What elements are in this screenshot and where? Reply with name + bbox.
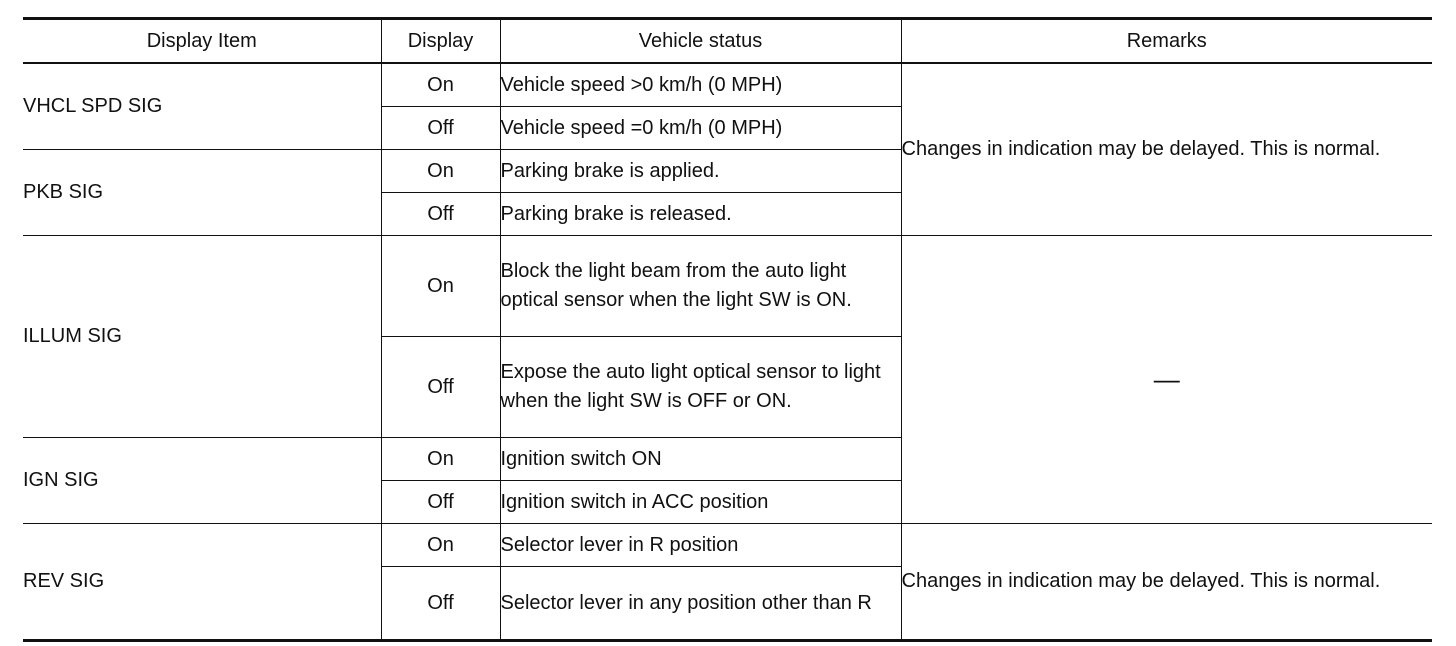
display-value: Off	[381, 193, 500, 236]
header-remarks: Remarks	[901, 19, 1432, 64]
vehicle-status: Vehicle speed =0 km/h (0 MPH)	[500, 107, 901, 150]
remark-delayed-indication: Changes in indication may be delayed. This is normal.	[901, 524, 1432, 641]
item-illum-sig: ILLUM SIG	[23, 236, 381, 438]
vehicle-status: Parking brake is applied.	[500, 150, 901, 193]
display-value: Off	[381, 107, 500, 150]
header-row	[23, 19, 1432, 64]
vehicle-status: Selector lever in R position	[500, 524, 901, 567]
table-row	[23, 236, 1432, 337]
item-ign-sig: IGN SIG	[23, 438, 381, 524]
vehicle-status: Expose the auto light optical sensor to light when the light SW is OFF or ON.	[500, 337, 901, 438]
header-display: Display	[381, 19, 500, 64]
vehicle-status: Selector lever in any position other than R	[500, 567, 901, 641]
table-row	[23, 63, 1432, 107]
display-value: On	[381, 438, 500, 481]
item-vhcl-spd-sig: VHCL SPD SIG	[23, 63, 381, 150]
item-rev-sig: REV SIG	[23, 524, 381, 641]
vehicle-status: Ignition switch in ACC position	[500, 481, 901, 524]
display-item-table	[23, 17, 1432, 642]
display-value: Off	[381, 337, 500, 438]
display-value: Off	[381, 567, 500, 641]
vehicle-status: Vehicle speed >0 km/h (0 MPH)	[500, 63, 901, 107]
display-value: On	[381, 236, 500, 337]
table-row	[23, 524, 1432, 567]
vehicle-status: Block the light beam from the auto light optical sensor when the light SW is ON.	[500, 236, 901, 337]
display-value: On	[381, 63, 500, 107]
document-page	[23, 17, 1432, 642]
vehicle-status: Ignition switch ON	[500, 438, 901, 481]
remark-delayed-indication: Changes in indication may be delayed. This is normal.	[901, 63, 1432, 236]
display-value: On	[381, 150, 500, 193]
display-value: Off	[381, 481, 500, 524]
item-pkb-sig: PKB SIG	[23, 150, 381, 236]
vehicle-status: Parking brake is released.	[500, 193, 901, 236]
display-value: On	[381, 524, 500, 567]
header-vehicle-status: Vehicle status	[500, 19, 901, 64]
header-display-item: Display Item	[23, 19, 381, 64]
remark-none-dash: —	[901, 236, 1432, 524]
